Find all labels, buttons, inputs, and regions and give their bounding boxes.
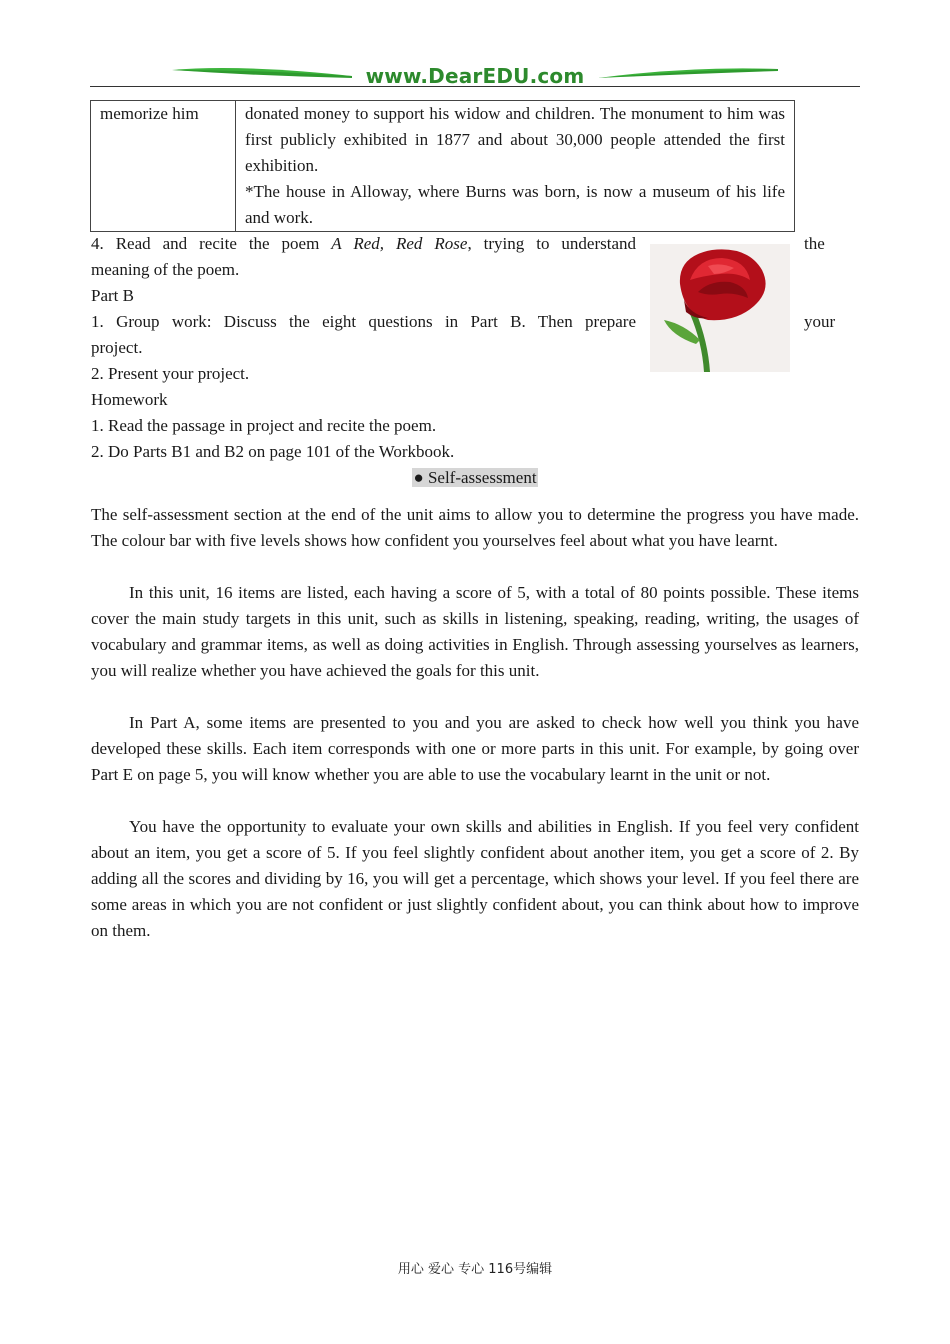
part-b-item-1-line2: project.	[91, 338, 143, 357]
homework-heading: Homework	[91, 390, 168, 409]
part-b-heading: Part B	[91, 286, 134, 305]
table-row	[91, 101, 795, 232]
table-content-line: *The house in Alloway, where Burns was born, is now a museum of his life and work.	[245, 182, 785, 227]
task-item-4-tail: the	[804, 234, 825, 253]
paragraph: You have the opportunity to evaluate your own skills and abilities in English. If you feel very confident about an item, you get a score of 5. If you feel slightly confident about another item, you get a score of 2. By adding all the scores and dividing by 16, you will get a percentage, which shows your level. If you feel there are some areas in which you are not confident or just slightly confident about, you can think about how to improve on them.	[91, 817, 859, 940]
task-item-4-line2: meaning of the poem.	[91, 260, 240, 279]
burns-info-table	[90, 100, 795, 232]
red-rose-image	[650, 244, 790, 372]
table-content-line: donated money to support his widow and children. The monument to him was first publicly exhibited in 1877 and about 30,000 people attended the first exhibition.	[245, 104, 785, 175]
paragraph: In Part A, some items are presented to you and you are asked to check how well you think you have developed these skills. Each item corresponds with one or more parts in this unit. For example, by going over Part E on page 5, you will know whether you are able to use the vocabulary learnt in the unit or not.	[91, 713, 859, 784]
task-item-4: 4. Read and recite the poem A Red, Red Rose, trying to understand	[91, 234, 637, 253]
paragraph: The self-assessment section at the end of the unit aims to allow you to determine the progress you have made. The colour bar with five levels shows how confident you yourselves feel about what you have learnt.	[91, 505, 859, 550]
site-logo-text: www.DearEDU.com	[365, 64, 585, 88]
part-b-item-1-tail: your	[804, 312, 836, 331]
header-divider	[90, 86, 860, 87]
part-b-item-1: 1. Group work: Discuss the eight questions in Part B. Then prepare	[91, 312, 636, 331]
poem-title: A Red, Red Rose	[331, 234, 468, 253]
part-b-item-2: 2. Present your project.	[91, 364, 250, 383]
section-title: ● Self-assessment	[413, 468, 537, 487]
page-footer: 用心 爱心 专心 116号编辑	[397, 1262, 553, 1277]
homework-item-1: 1. Read the passage in project and recite the poem.	[91, 416, 437, 435]
paragraph: In this unit, 16 items are listed, each having a score of 5, with a total of 80 points possible. These items cover the main study targets in this unit, such as skills in listening, speaking, reading, writing, the usages of vocabulary and grammar items, as well as doing activities in English. Through assessing yourselves as learners, you will realize whether you have achieved the goals for this unit.	[91, 583, 859, 680]
homework-item-2: 2. Do Parts B1 and B2 on page 101 of the Workbook.	[91, 442, 455, 461]
table-row-content	[236, 101, 795, 232]
table-row-label: memorize him	[91, 101, 236, 232]
